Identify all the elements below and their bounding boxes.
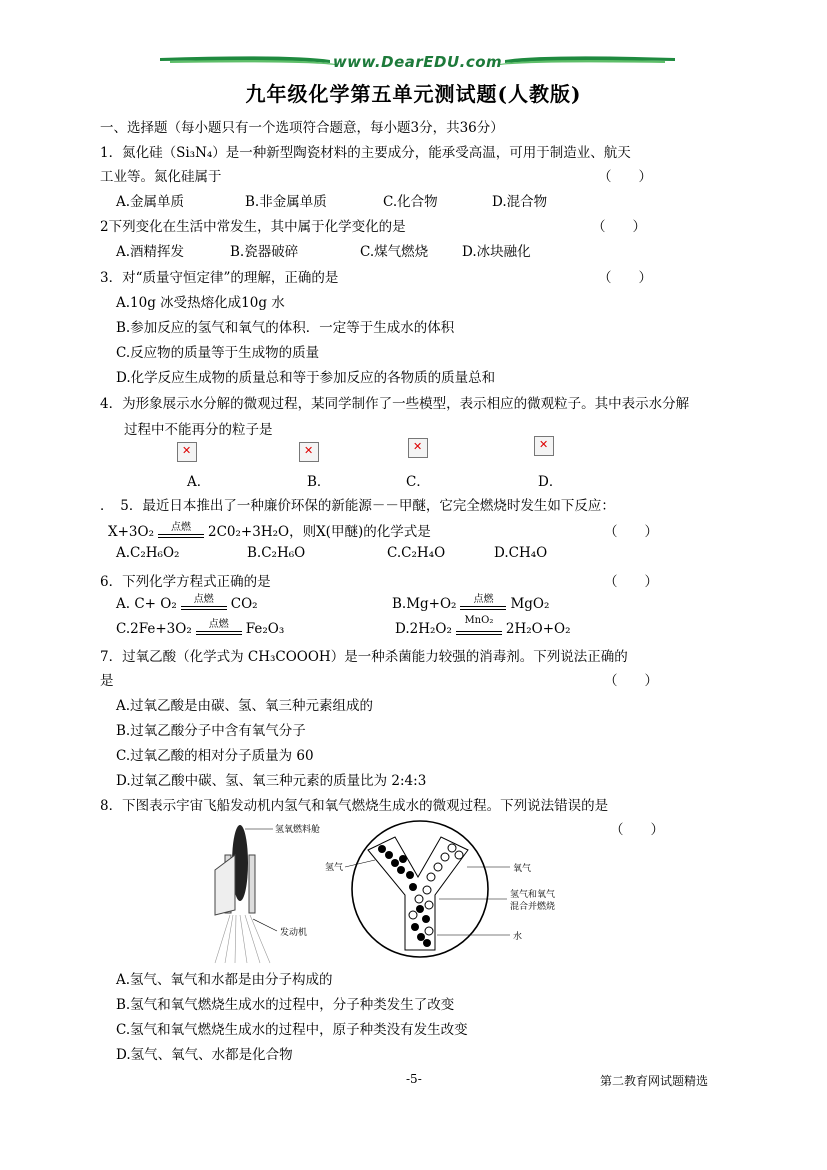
q2-option-d: D.冰块融化	[462, 244, 531, 260]
section-heading: 一、选择题（每小题只有一个选项符合题意，每小题3分，共36分）	[100, 120, 504, 136]
q8-option-c: C.氢气和氧气燃烧生成水的过程中，原子种类没有发生改变	[116, 1022, 468, 1038]
q7-option-d: D.过氧乙酸中碳、氢、氧三种元素的质量比为 2:4:3	[116, 773, 427, 789]
q6-a-right: CO₂	[230, 596, 258, 612]
q4-model-d-icon	[534, 436, 554, 456]
q5-eq-right: 2C0₂+3H₂O，则X(甲醚)的化学式是	[208, 524, 431, 540]
q1-stem-line2: 工业等。氮化硅属于	[100, 169, 222, 185]
fig-label-mix-burn: 混合并燃烧	[510, 902, 556, 912]
fig-label-water: 水	[513, 932, 523, 942]
q6-d-left: D.2H₂O₂	[395, 621, 452, 637]
q5-answer-blank: （ ）	[604, 524, 658, 540]
q6-answer-blank: （ ）	[604, 574, 658, 590]
q4-option-a: A．	[187, 474, 211, 490]
q6-a-arrow	[181, 593, 227, 611]
q6-option-a	[116, 593, 258, 612]
q7-option-b: B.过氧乙酸分子中含有氧气分子	[116, 723, 306, 739]
q6-b-left: B.Mg+O₂	[392, 596, 457, 612]
q5-eq-left: X+3O₂	[108, 524, 154, 540]
q4-stem-line1: 4．为形象展示水分解的微观过程，某同学制作了一些模型，表示相应的微观粒子。其中表示水分解	[100, 396, 690, 412]
q7-option-c: C.过氧乙酸的相对分子质量为 60	[116, 748, 314, 764]
q2-option-a: A.酒精挥发	[116, 244, 185, 260]
q2-answer-blank: （ ）	[592, 219, 646, 235]
q4-option-b: B．	[307, 474, 331, 490]
q2-option-b: B.瓷器破碎	[230, 244, 299, 260]
q6-c-right: Fe₂O₃	[245, 621, 285, 637]
q3-option-d: D.化学反应生成物的质量总和等于参加反应的各物质的质量总和	[116, 370, 496, 386]
fig-label-oxygen: 氧气	[513, 864, 532, 874]
fig-label-fuel: 氢氧燃料舱	[275, 825, 321, 835]
q5-equation	[108, 520, 431, 540]
site-banner	[160, 52, 675, 74]
page-number: -5-	[406, 1072, 422, 1086]
q1-option-d: D.混合物	[492, 194, 548, 210]
q3-option-c: C.反应物的质量等于生成物的质量	[116, 345, 320, 361]
site-name: www.DearEDU.com	[332, 53, 503, 71]
q4-model-c-icon	[408, 438, 428, 458]
page-title: 九年级化学第五单元测试题(人教版)	[245, 82, 582, 106]
q6-a-condition: 点燃	[193, 593, 214, 605]
q7-answer-blank: （ ）	[604, 673, 658, 689]
q4-option-d: D．	[538, 474, 563, 490]
q6-option-b	[392, 593, 550, 612]
q2-stem: 2下列变化在生活中常发生，其中属于化学变化的是	[100, 219, 406, 235]
q7-stem-line2: 是	[100, 673, 114, 689]
q1-option-c: C.化合物	[383, 194, 438, 210]
q3-answer-blank: （ ）	[598, 270, 652, 286]
q6-c-condition: 点燃	[208, 618, 229, 630]
q4-stem-line2: 过程中不能再分的粒子是	[124, 422, 273, 438]
q5-option-c: C.C₂H₄O	[387, 545, 446, 561]
q3-option-b: B.参加反应的氢气和氧气的体积．一定等于生成水的体积	[116, 320, 455, 336]
q8-option-a: A.氢气、氧气和水都是由分子构成的	[116, 972, 333, 988]
q5-option-a: A.C₂H₆O₂	[116, 545, 180, 561]
q1-option-a: A.金属单质	[116, 194, 185, 210]
q8-figure	[205, 815, 565, 965]
q5-option-d: D.CH₄O	[494, 545, 548, 561]
q6-d-condition: MnO₂	[464, 614, 494, 626]
q5-stem: ． 5．最近日本推出了一种廉价环保的新能源－－甲醚，它完全燃烧时发生如下反应：	[100, 498, 615, 514]
fig-label-engine: 发动机	[280, 928, 308, 938]
footer-source: 第二教育网试题精选	[600, 1074, 709, 1088]
q3-option-a: A.10g 冰受热熔化成10g 水	[116, 295, 285, 311]
q8-option-d: D.氢气、氧气、水都是化合物	[116, 1047, 293, 1063]
q2-option-c: C.煤气燃烧	[360, 244, 429, 260]
q6-b-condition: 点燃	[473, 593, 494, 605]
q1-stem-line1: 1．氮化硅（Si₃N₄）是一种新型陶瓷材料的主要成分，能承受高温，可用于制造业、航天	[100, 145, 631, 161]
q1-answer-blank: （ ）	[598, 169, 652, 185]
fig-label-hydrogen: 氢气	[325, 863, 344, 873]
q6-stem: 6．下列化学方程式正确的是	[100, 574, 271, 590]
q6-b-arrow	[460, 593, 506, 611]
q3-stem: 3．对“质量守恒定律”的理解，正确的是	[100, 270, 339, 286]
fig-label-mix: 氢气和氧气	[510, 890, 556, 900]
q6-c-arrow	[196, 618, 242, 636]
rocket-icon	[215, 825, 270, 963]
q8-stem: 8．下图表示宇宙飞船发动机内氢气和氧气燃烧生成水的微观过程。下列说法错误的是	[100, 798, 609, 814]
q6-c-left: C.2Fe+3O₂	[116, 621, 192, 637]
q6-a-left: A. C+ O₂	[116, 596, 177, 612]
q6-d-right: 2H₂O+O₂	[505, 621, 571, 637]
q8-answer-blank: （ ）	[610, 822, 664, 838]
q6-option-d	[395, 614, 571, 637]
q4-model-a-icon	[177, 442, 197, 462]
q4-option-c: C．	[406, 474, 430, 490]
q6-d-arrow	[456, 614, 502, 636]
q1-option-b: B.非金属单质	[245, 194, 327, 210]
q5-option-b: B.C₂H₆O	[247, 545, 306, 561]
q7-stem-line1: 7．过氧乙酸（化学式为 CH₃COOOH）是一种杀菌能力较强的消毒剂。下列说法正确的	[100, 649, 628, 665]
q5-eq-condition: 点燃	[171, 521, 191, 533]
q6-b-right: MgO₂	[510, 596, 550, 612]
q6-option-c	[116, 618, 285, 637]
q4-model-b-icon	[299, 442, 319, 462]
q8-option-b: B.氢气和氧气燃烧生成水的过程中，分子种类发生了改变	[116, 997, 455, 1013]
q7-option-a: A.过氧乙酸是由碳、氢、氧三种元素组成的	[116, 698, 374, 714]
q5-eq-arrow	[158, 521, 204, 539]
